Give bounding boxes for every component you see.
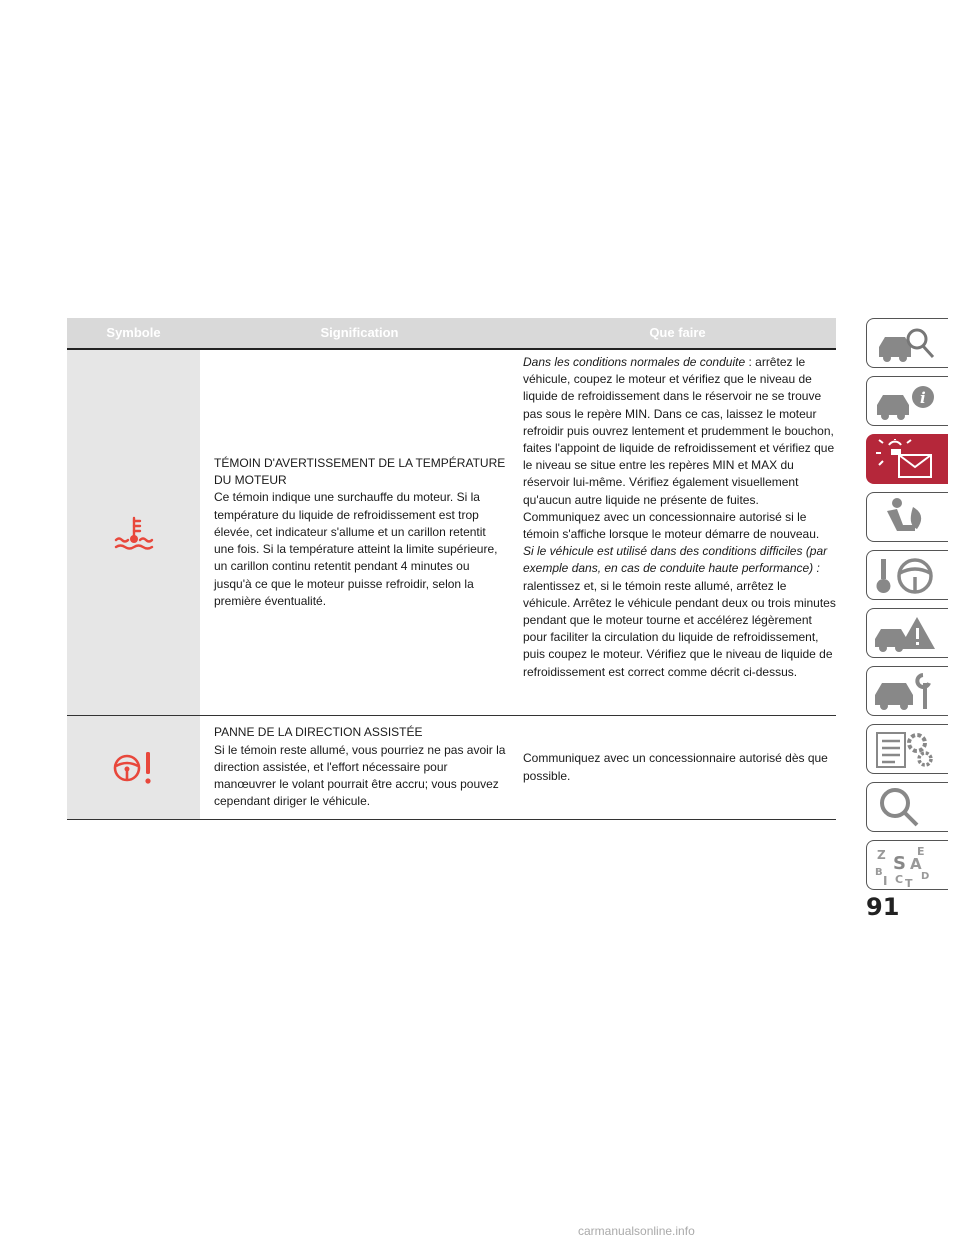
svg-text:C: C: [895, 873, 904, 886]
action-condition-label: Si le véhicule est utilisé dans des conditions difficiles (par exemple dans, en cas de conduite haute performance) :: [523, 544, 828, 576]
action-cell: [519, 350, 836, 715]
meaning-cell: [200, 350, 519, 715]
symbol-cell: [67, 350, 200, 715]
car-breakdown-icon: [873, 613, 939, 655]
seat-airbag-icon: [873, 497, 939, 539]
action-condition-label: Dans les conditions normales de conduite: [523, 355, 746, 369]
meaning-cell: [200, 716, 519, 819]
tab-search[interactable]: [866, 782, 948, 832]
svg-text:A: A: [910, 855, 922, 873]
header-meaning: Signification: [200, 318, 519, 348]
svg-text:I: I: [883, 874, 888, 887]
warning-lights-table: [67, 318, 836, 820]
table-header: [67, 318, 836, 348]
tab-index[interactable]: [866, 840, 948, 890]
car-info-icon: [873, 381, 939, 423]
svg-text:B: B: [875, 867, 883, 878]
table-row: [67, 716, 836, 820]
magnifier-icon: [873, 787, 939, 829]
tab-specifications[interactable]: [866, 724, 948, 774]
tab-seat-airbag[interactable]: [866, 492, 948, 542]
svg-text:Z: Z: [877, 848, 886, 862]
action-text: ralentissez et, si le témoin reste allumé, arrêtez le véhicule. Arrêtez le véhicule pendant deux ou trois minutes pendant que le moteur tourne et accélérez légèrement pour faciliter la circulation du liquide de refroidissement, puis coupez le moteur. Vérifiez que le niveau de liquide de refroidissement est correct comme décrit ci-dessus.: [523, 578, 836, 679]
index-letters-icon: [873, 845, 939, 887]
svg-text:E: E: [917, 845, 925, 858]
tab-car-info[interactable]: [866, 376, 948, 426]
header-symbol: Symbole: [67, 318, 200, 348]
svg-text:T: T: [905, 877, 913, 887]
svg-text:S: S: [893, 853, 906, 874]
svg-text:D: D: [921, 871, 930, 882]
svg-text:i: i: [920, 389, 926, 407]
tab-maintenance[interactable]: [866, 666, 948, 716]
action-text: : arrêtez le véhicule, coupez le moteur et vérifiez que le niveau de liquide de refroidissement dans le réservoir ne se trouve pas sous le repère MIN. Dans ce cas, laissez le moteur refroidir puis ouvrez lentement et prudemment le bouchon, faites l'appoint de liquide de refroidissement et vérifiez que le niveau se situe entre les repères MIN et MAX du réservoir lui-même. Vérifiez également visuellement qu'aucun autre liquide ne présente de fuites. Communiquez avec un concessionnaire autorisé si le témoin s'affiche lorsque le moteur démarre de nouveau.: [523, 355, 835, 542]
tab-car-search[interactable]: [866, 318, 948, 368]
tab-breakdown[interactable]: [866, 608, 948, 658]
meaning-title: TÉMOIN D'AVERTISSEMENT DE LA TEMPÉRATURE DU MOTEUR: [214, 456, 506, 488]
page-number: 91: [866, 893, 900, 921]
tab-warning-lights[interactable]: [866, 434, 948, 484]
power-steering-failure-icon: [112, 749, 156, 787]
specs-gear-icon: [873, 729, 939, 771]
action-text: Communiquez avec un concessionnaire autorisé dès que possible.: [523, 751, 828, 783]
action-cell: [519, 716, 836, 819]
table-row: [67, 350, 836, 716]
symbol-cell: [67, 716, 200, 819]
header-action: Que faire: [519, 318, 836, 348]
engine-coolant-temperature-icon: [113, 516, 155, 550]
meaning-title: PANNE DE LA DIRECTION ASSISTÉE: [214, 725, 423, 740]
action-paragraph: [523, 354, 836, 543]
tab-key-steering[interactable]: [866, 550, 948, 600]
warning-light-message-icon: [873, 439, 939, 481]
action-paragraph: [523, 543, 836, 681]
footer-watermark: carmanualsonline.info: [578, 1224, 695, 1238]
key-steering-wheel-icon: [873, 555, 939, 597]
meaning-text: Ce témoin indique une surchauffe du moteur. Si la température du liquide de refroidissement est trop élevée, cet indicateur s'allume et un carillon retentit une fois. Si la température atteint la limite supérieure, un carillon continu retentit pendant 4 minutes ou jusqu'à ce que le moteur puisse refroidir, selon la première éventualité.: [214, 490, 498, 608]
car-maintenance-wrench-icon: [873, 671, 939, 713]
meaning-text: Si le témoin reste allumé, vous pourriez ne pas avoir la direction assistée, et l'effort nécessaire pour manœuvrer le volant pourrait être accru; vous pouvez cependant diriger le véhicule.: [214, 742, 506, 809]
car-search-icon: [873, 323, 939, 365]
